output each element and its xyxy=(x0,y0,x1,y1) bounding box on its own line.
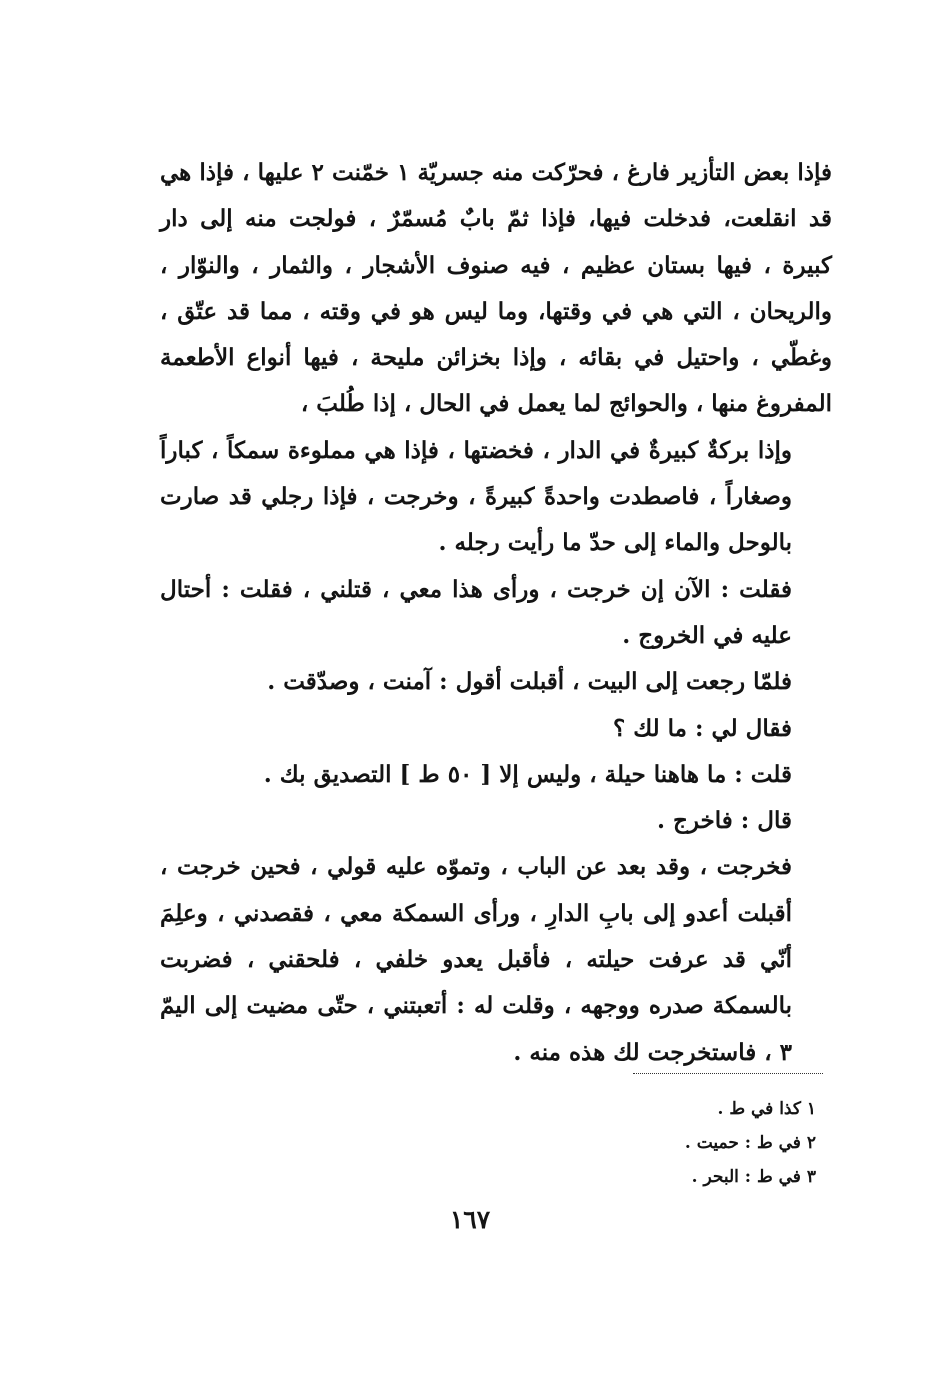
footnote-3: ٣ في ط : البحر . xyxy=(691,1167,816,1187)
footnote-2: ٢ في ط : حميت . xyxy=(684,1133,816,1153)
page-number: ١٦٧ xyxy=(449,1205,491,1234)
main-text xyxy=(160,150,832,1076)
footnote-1: ١ كذا في ط . xyxy=(717,1099,816,1119)
footnote-divider xyxy=(633,1073,823,1074)
paragraph-6: قلت : ما هاهنا حيلة ، وليس إلا [ ٥٠ ط ] التصديق بك . xyxy=(263,760,792,788)
footnotes xyxy=(560,1092,816,1194)
paragraph-3: فقلت : الآن إن خرجت ، ورأى هذا معي ، قتلني ، فقلت : أحتال عليه في الخروج . xyxy=(160,575,792,649)
paragraph-7: قال : فاخرج . xyxy=(657,807,792,835)
paragraph-1: فإذا بعض التأزير فارغ ، فحرّكت منه جسريّة ١ خمّنت ٢ عليها ، فإذا هي قد انقلعت، فدخلت فيها، فإذا ثمّ بابٌ مُسمّرٌ ، فولجت منه إلى دار كبيرة ، فيها بستان عظيم ، فيه صنوف الأشجار ، والثمار ، والنوّار ، والريحان ، التي هي في وقتها، وما ليس هو في وقته ، مما قد عتّق ، وغطّي ، واحتيل في بقائه ، وإذا بخزائن مليحة ، فيها أنواع الأطعمة المفروغ منها ، والحوائج لما يعمل في الحال ، إذا طُلبَ ، xyxy=(160,159,832,418)
paragraph-2: وإذا بركةٌ كبيرةٌ في الدار ، فخضتها ، فإذا هي مملوءة سمكاً ، كباراً وصغاراً ، فاصطدت واحدةً كبيرةً ، وخرجت ، فإذا رجلي قد صارت بالوحل والماء إلى حدّ ما رأيت رجله . xyxy=(160,436,792,557)
paragraph-5: فقال لي : ما لك ؟ xyxy=(613,714,792,742)
paragraph-8: فخرجت ، وقد بعد عن الباب ، وتموّه عليه قولي ، فحين خرجت ، أقبلت أعدو إلى بابِ الدارِ ، ورأى السمكة معي ، فقصدني ، وعلِمَ أنّي قد عرفت حيلته ، فأقبل يعدو خلفي ، فلحقني ، فضربت بالسمكة صدره ووجهه ، وقلت له : أتعبتني ، حتّى مضيت إلى اليمّ ٣ ، فاستخرجت لك هذه منه . xyxy=(160,853,792,1066)
paragraph-4: فلمّا رجعت إلى البيت ، أقبلت أقول : آمنت ، وصدّقت . xyxy=(267,668,792,696)
